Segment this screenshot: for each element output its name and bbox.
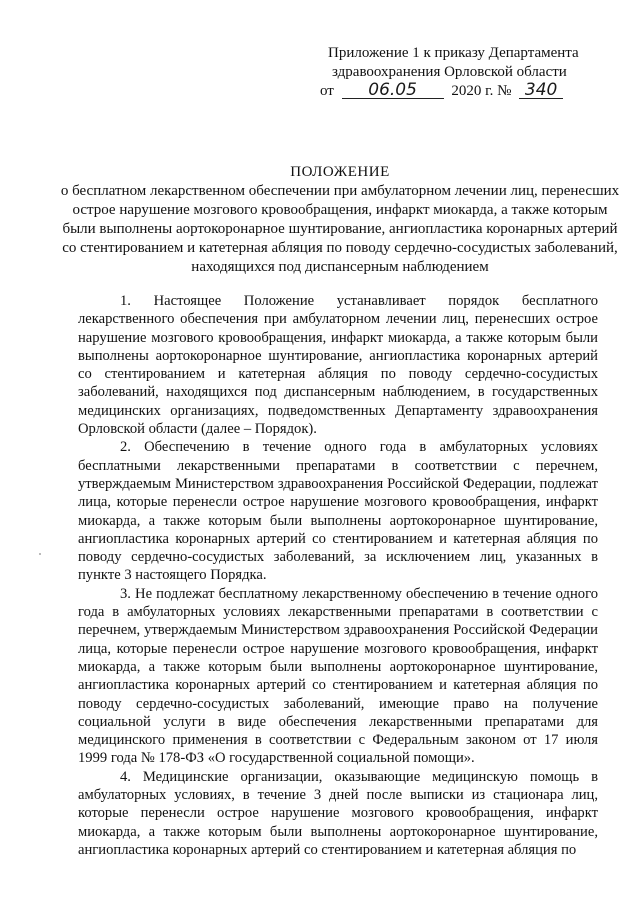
- annex-line-2: здравоохранения Орловской области: [332, 64, 567, 80]
- scan-speck: [39, 553, 41, 555]
- title-subtitle: о бесплатном лекарственном обеспечении при амбулаторном лечении лиц, перенесших острое нарушение мозгового кровообращения, инфаркт миокарда, а также которым были выполнены аортокоронарное шунтирование, ангиопластика коронарных артерий со стентированием и катетерная абляция по поводу сердечно-сосудистых заболеваний, находящихся под диспансерным наблюдением: [60, 183, 620, 275]
- annex-prefix-ot: от: [320, 83, 334, 99]
- annex-header: [320, 44, 620, 101]
- document-title: [60, 163, 620, 277]
- paragraph-3: 3. Не подлежат бесплатному лекарственному обеспечению в течение одного года в амбулаторных условиях лекарственными препаратами в соответствии с перечнем, утверждаемым Министерством здравоохранения Российской Федерации лица, которые перенесли острое нарушение мозгового кровообращения, инфаркт миокарда, а также которым были выполнены аортокоронарное шунтирование, ангиопластика коронарных артерий со стентированием и катетерная абляция по поводу сердечно-сосудистых заболеваний, имеющие право на получение социальной услуги в виде обеспечения лекарственными препаратами для медицинского применения в соответствии с Федеральным законом от 17 июля 1999 года № 178-ФЗ «О государственной социальной помощи».: [78, 585, 598, 767]
- annex-line-1: Приложение 1 к приказу Департамента: [328, 45, 579, 61]
- handwritten-order-number: 340: [519, 82, 563, 99]
- document-body: [78, 292, 598, 859]
- paragraph-4: 4. Медицинские организации, оказывающие медицинскую помощь в амбулаторных условиях, в течение 3 дней после выписки из стационара лиц, которые перенесли острое нарушение мозгового кровообращения, инфаркт миокарда, а также которым были выполнены аортокоронарное шунтирование, ангиопластика коронарных артерий со стентированием и катетерная абляция по: [78, 768, 598, 858]
- paragraph-1: 1. Настоящее Положение устанавливает порядок бесплатного лекарственного обеспечения при амбулаторном лечении лиц, перенесших острое нарушение мозгового кровообращения, инфаркт миокарда, а также которым были выполнены аортокоронарное шунтирование, ангиопластика коронарных артерий со стентированием и катетерная абляция по поводу сердечно-сосудистых заболеваний, находящихся под диспансерным наблюдением, в государственных медицинских организациях, подведомственных Департаменту здравоохранения Орловской области (далее – Порядок).: [78, 293, 598, 438]
- annex-year-text: 2020 г. №: [451, 83, 512, 99]
- paragraph-2: 2. Обеспечению в течение одного года в амбулаторных условиях бесплатными лекарственными препаратами в соответствии с перечнем, утверждаемым Министерством здравоохранения Российской Федерации, подлежат лица, которые перенесли острое нарушение мозгового кровообращения, инфаркт миокарда, а также которым были выполнены аортокоронарное шунтирование, ангиопластика коронарных артерий со стентированием и катетерная абляция по поводу сердечно-сосудистых заболеваний, за исключением лиц, указанных в пункте 3 настоящего Порядка.: [78, 439, 598, 584]
- annex-line-3: [320, 82, 620, 101]
- handwritten-date: 06.05: [342, 82, 444, 99]
- title-heading: ПОЛОЖЕНИЕ: [290, 164, 390, 180]
